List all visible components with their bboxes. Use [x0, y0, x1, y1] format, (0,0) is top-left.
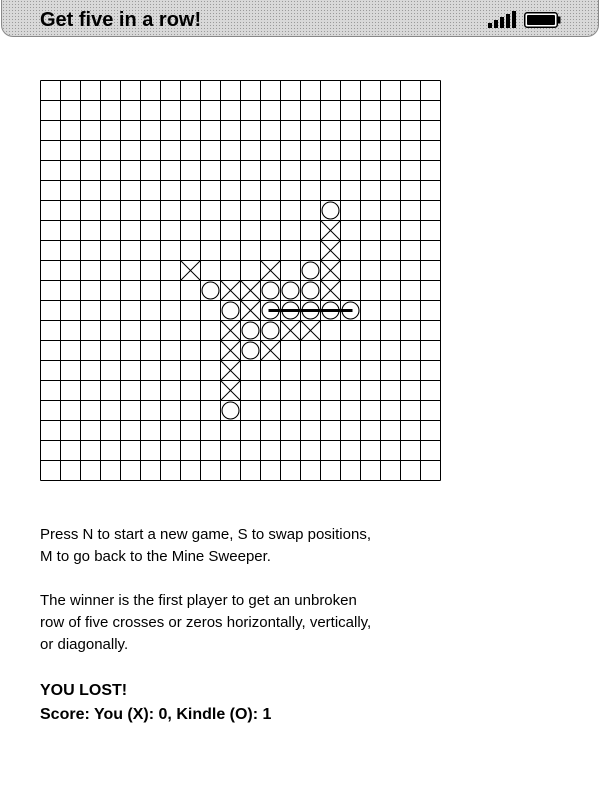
cross-mark[interactable] [221, 281, 241, 301]
cross-mark[interactable] [181, 261, 201, 281]
cross-mark[interactable] [221, 381, 241, 401]
nought-mark[interactable] [242, 342, 259, 359]
nought-mark[interactable] [262, 282, 279, 299]
nought-mark[interactable] [202, 282, 219, 299]
nought-mark[interactable] [302, 282, 319, 299]
nought-mark[interactable] [282, 282, 299, 299]
cross-mark[interactable] [241, 301, 261, 321]
battery-icon [524, 12, 562, 28]
signal-strength-icon [488, 11, 518, 28]
app-title: Get five in a row! [40, 9, 202, 31]
instructions-line-5: or diagonally. [40, 636, 129, 653]
nought-mark[interactable] [322, 202, 339, 219]
cross-mark[interactable] [261, 341, 281, 361]
nought-mark[interactable] [222, 302, 239, 319]
result-status: YOU LOST! [40, 682, 128, 699]
nought-mark[interactable] [262, 322, 279, 339]
nought-mark[interactable] [302, 262, 319, 279]
cross-mark[interactable] [221, 361, 241, 381]
instructions-line-2: M to go back to the Mine Sweeper. [40, 548, 271, 565]
cross-mark[interactable] [221, 321, 241, 341]
cross-mark[interactable] [221, 341, 241, 361]
title-bar [0, 0, 600, 40]
nought-mark[interactable] [222, 402, 239, 419]
cross-mark[interactable] [301, 321, 321, 341]
cross-mark[interactable] [321, 221, 341, 241]
score-line: Score: You (X): 0, Kindle (O): 1 [40, 706, 272, 723]
instructions-line-1: Press N to start a new game, S to swap positions, [40, 526, 371, 543]
cross-mark[interactable] [281, 321, 301, 341]
gomoku-grid[interactable] [40, 80, 441, 481]
game-board[interactable] [40, 80, 441, 481]
cross-mark[interactable] [321, 261, 341, 281]
cross-mark[interactable] [321, 241, 341, 261]
instructions-line-4: row of five crosses or zeros horizontally, vertically, [40, 614, 372, 631]
cross-mark[interactable] [321, 281, 341, 301]
instructions-line-3: The winner is the first player to get an unbroken [40, 592, 357, 609]
cross-mark[interactable] [241, 281, 261, 301]
nought-mark[interactable] [242, 322, 259, 339]
cross-mark[interactable] [261, 261, 281, 281]
game-result [40, 679, 580, 727]
instructions-text [40, 524, 580, 656]
